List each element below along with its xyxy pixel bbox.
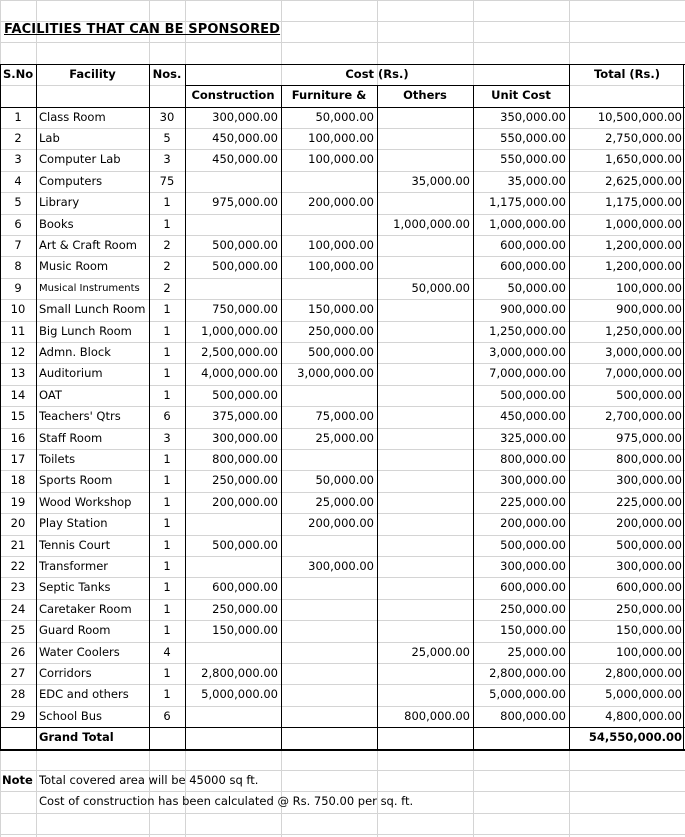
row-total: 975,000.00: [616, 430, 682, 445]
header-sno: S.No: [3, 66, 33, 81]
page-title: FACILITIES THAT CAN BE SPONSORED: [4, 22, 281, 37]
row-furniture: [284, 278, 374, 299]
row-construction: 375,000.00: [212, 409, 278, 424]
row-unit-cost: 800,000.00: [500, 708, 566, 723]
row-construction: 150,000.00: [212, 623, 278, 638]
row-facility: Wood Workshop: [39, 494, 132, 509]
row-unit-cost: 225,000.00: [500, 494, 566, 509]
row-sno: 16: [10, 430, 26, 445]
row-total: 1,200,000.00: [605, 259, 682, 274]
row-construction: [188, 214, 278, 235]
row-furniture: [284, 171, 374, 192]
row-total: 2,750,000.00: [605, 131, 682, 145]
row-total: 200,000.00: [616, 516, 682, 531]
row-sno: 8: [14, 259, 22, 274]
row-furniture: 25,000.00: [315, 430, 374, 445]
row-others: [380, 342, 470, 363]
row-facility: School Bus: [39, 708, 103, 723]
row-facility: Music Room: [39, 259, 109, 274]
row-sno: 17: [10, 452, 26, 466]
row-nos: 2: [163, 238, 171, 252]
row-facility: Septic Tanks: [39, 580, 111, 595]
row-sno: 9: [14, 280, 22, 295]
row-total: 2,700,000.00: [605, 409, 682, 424]
row-construction: 200,000.00: [212, 494, 278, 509]
row-total: 1,175,000.00: [605, 195, 682, 210]
row-facility: Water Coolers: [39, 644, 120, 659]
row-sno: 19: [10, 494, 26, 509]
row-others: [380, 663, 470, 684]
row-nos: 1: [163, 216, 171, 231]
row-unit-cost: 600,000.00: [500, 259, 566, 274]
row-facility: Musical Instruments: [39, 282, 140, 294]
row-sno: 25: [10, 623, 26, 638]
row-sno: 15: [10, 409, 26, 424]
row-others: [380, 107, 470, 128]
row-unit-cost: 600,000.00: [500, 580, 566, 595]
row-unit-cost: 500,000.00: [500, 387, 566, 402]
row-unit-cost: 600,000.00: [500, 238, 566, 252]
row-others: 50,000.00: [411, 280, 470, 295]
row-construction: 600,000.00: [212, 580, 278, 595]
row-others: [380, 299, 470, 320]
row-sno: 5: [14, 195, 22, 210]
row-others: [380, 620, 470, 641]
row-unit-cost: 1,000,000.00: [489, 216, 566, 231]
row-construction: 2,800,000.00: [201, 666, 278, 680]
row-unit-cost: 7,000,000.00: [489, 366, 566, 381]
row-construction: 500,000.00: [212, 238, 278, 252]
row-total: 225,000.00: [616, 494, 682, 509]
row-construction: [188, 706, 278, 727]
row-unit-cost: 1,250,000.00: [489, 323, 566, 338]
row-total: 1,200,000.00: [605, 238, 682, 252]
row-facility: Admn. Block: [39, 345, 111, 359]
row-facility: EDC and others: [39, 687, 129, 702]
row-nos: 1: [163, 623, 171, 638]
row-furniture: 300,000.00: [308, 559, 374, 573]
row-sno: 18: [10, 473, 26, 488]
row-total: 10,500,000.00: [597, 109, 682, 124]
row-construction: 250,000.00: [212, 473, 278, 488]
row-sno: 20: [10, 516, 26, 531]
row-facility: Teachers' Qtrs: [39, 409, 121, 424]
row-unit-cost: 550,000.00: [500, 131, 566, 145]
row-others: [380, 556, 470, 577]
row-nos: 1: [163, 601, 171, 616]
row-construction: 750,000.00: [212, 302, 278, 317]
row-nos: 1: [163, 387, 171, 402]
row-furniture: 150,000.00: [308, 302, 374, 317]
row-others: [380, 513, 470, 534]
row-furniture: 100,000.00: [308, 131, 374, 145]
row-others: [380, 492, 470, 513]
row-total: 250,000.00: [616, 601, 682, 616]
row-others: [380, 599, 470, 620]
row-total: 500,000.00: [616, 537, 682, 552]
row-sno: 3: [14, 152, 22, 167]
row-construction: 2,500,000.00: [201, 345, 278, 359]
row-sno: 27: [10, 666, 26, 680]
row-facility: Art & Craft Room: [39, 238, 137, 252]
row-unit-cost: 900,000.00: [500, 302, 566, 317]
row-sno: 4: [14, 173, 22, 188]
row-nos: 1: [163, 345, 171, 359]
header-others: Others: [403, 88, 447, 103]
row-nos: 1: [163, 366, 171, 381]
row-others: [380, 449, 470, 470]
row-sno: 23: [10, 580, 26, 595]
row-nos: 1: [163, 473, 171, 488]
row-nos: 3: [163, 430, 171, 445]
row-others: [380, 321, 470, 342]
row-facility: Play Station: [39, 516, 108, 531]
row-facility: Guard Room: [39, 623, 111, 638]
row-furniture: 500,000.00: [308, 345, 374, 359]
row-others: [380, 535, 470, 556]
note-line-2: Cost of construction has been calculated @ Rs. 750.00 per sq. ft.: [39, 794, 414, 809]
header-facility: Facility: [69, 66, 116, 81]
row-unit-cost: 200,000.00: [500, 516, 566, 531]
grand-total-label: Grand Total: [39, 730, 114, 745]
row-others: [380, 363, 470, 384]
row-others: [380, 128, 470, 149]
row-facility: Auditorium: [39, 366, 103, 381]
row-facility: Class Room: [39, 109, 106, 124]
row-unit-cost: 25,000.00: [507, 644, 566, 659]
header-nos: Nos.: [152, 66, 182, 81]
row-construction: 250,000.00: [212, 601, 278, 616]
row-others: 35,000.00: [411, 173, 470, 188]
header-construction: Construction: [191, 88, 275, 103]
row-sno: 29: [10, 708, 26, 723]
row-sno: 26: [10, 644, 26, 659]
row-total: 600,000.00: [616, 580, 682, 595]
row-facility: Toilets: [39, 452, 76, 466]
row-total: 1,000,000.00: [605, 216, 682, 231]
row-construction: 975,000.00: [212, 195, 278, 210]
row-sno: 10: [10, 302, 26, 317]
note-label: Note: [2, 773, 33, 787]
row-nos: 2: [163, 280, 171, 295]
row-construction: [188, 556, 278, 577]
row-total: 2,625,000.00: [605, 173, 682, 188]
row-facility: Books: [39, 216, 74, 231]
row-total: 100,000.00: [616, 644, 682, 659]
row-total: 4,800,000.00: [605, 708, 682, 723]
header-unit-cost: Unit Cost: [491, 88, 551, 103]
row-sno: 11: [10, 323, 26, 338]
row-unit-cost: 350,000.00: [500, 109, 566, 124]
row-others: 25,000.00: [411, 644, 470, 659]
row-unit-cost: 550,000.00: [500, 152, 566, 167]
row-facility: Sports Room: [39, 473, 113, 488]
row-facility: Computer Lab: [39, 152, 121, 167]
row-facility: Tennis Court: [39, 537, 111, 552]
row-nos: 1: [163, 323, 171, 338]
row-others: [380, 235, 470, 256]
row-sno: 21: [10, 537, 26, 552]
row-unit-cost: 800,000.00: [500, 452, 566, 466]
row-unit-cost: 50,000.00: [507, 280, 566, 295]
row-others: [380, 256, 470, 277]
row-unit-cost: 250,000.00: [500, 601, 566, 616]
row-others: [380, 385, 470, 406]
row-nos: 30: [159, 109, 175, 124]
row-construction: 500,000.00: [212, 259, 278, 274]
row-furniture: [284, 684, 374, 705]
row-furniture: 50,000.00: [315, 109, 374, 124]
row-total: 1,650,000.00: [605, 152, 682, 167]
row-furniture: [284, 599, 374, 620]
row-furniture: 25,000.00: [315, 494, 374, 509]
row-others: 1,000,000.00: [393, 216, 470, 231]
row-total: 7,000,000.00: [605, 366, 682, 381]
row-unit-cost: 300,000.00: [500, 559, 566, 573]
row-facility: Library: [39, 195, 80, 210]
row-construction: 300,000.00: [212, 430, 278, 445]
row-furniture: 200,000.00: [308, 516, 374, 531]
row-nos: 1: [163, 666, 171, 680]
row-total: 500,000.00: [616, 387, 682, 402]
row-sno: 12: [10, 345, 26, 359]
row-furniture: 100,000.00: [308, 259, 374, 274]
row-nos: 1: [163, 494, 171, 509]
row-unit-cost: 450,000.00: [500, 409, 566, 424]
header-cost: Cost (Rs.): [345, 66, 409, 81]
row-nos: 1: [163, 516, 171, 531]
row-total: 300,000.00: [616, 559, 682, 573]
row-nos: 4: [163, 644, 171, 659]
row-furniture: [284, 535, 374, 556]
row-total: 100,000.00: [616, 280, 682, 295]
row-others: [380, 406, 470, 427]
row-unit-cost: 2,800,000.00: [489, 666, 566, 680]
row-total: 800,000.00: [616, 452, 682, 466]
row-others: [380, 577, 470, 598]
row-nos: 1: [163, 195, 171, 210]
row-construction: 5,000,000.00: [201, 687, 278, 702]
row-total: 900,000.00: [616, 302, 682, 317]
row-furniture: 3,000,000.00: [297, 366, 374, 381]
row-facility: Corridors: [39, 666, 92, 680]
row-total: 1,250,000.00: [605, 323, 682, 338]
row-construction: 500,000.00: [212, 537, 278, 552]
row-furniture: [284, 385, 374, 406]
row-others: 800,000.00: [404, 708, 470, 723]
row-construction: 450,000.00: [212, 131, 278, 145]
row-facility: Caretaker Room: [39, 601, 132, 616]
row-nos: 1: [163, 537, 171, 552]
row-total: 150,000.00: [616, 623, 682, 638]
row-construction: 1,000,000.00: [201, 323, 278, 338]
row-construction: 800,000.00: [212, 452, 278, 466]
row-others: [380, 149, 470, 170]
row-nos: 1: [163, 580, 171, 595]
row-sno: 22: [10, 559, 26, 573]
row-sno: 14: [10, 387, 26, 402]
row-furniture: [284, 214, 374, 235]
row-sno: 7: [14, 238, 22, 252]
row-facility: Big Lunch Room: [39, 323, 132, 338]
row-sno: 13: [10, 366, 26, 381]
row-facility: OAT: [39, 387, 62, 402]
row-furniture: 100,000.00: [308, 238, 374, 252]
row-nos: 1: [163, 452, 171, 466]
row-total: 300,000.00: [616, 473, 682, 488]
row-nos: 6: [163, 409, 171, 424]
row-furniture: 50,000.00: [315, 473, 374, 488]
row-unit-cost: 150,000.00: [500, 623, 566, 638]
row-nos: 75: [159, 173, 175, 188]
row-unit-cost: 300,000.00: [500, 473, 566, 488]
row-sno: 1: [14, 109, 22, 124]
row-others: [380, 192, 470, 213]
row-construction: [188, 513, 278, 534]
row-nos: 2: [163, 259, 171, 274]
header-total: Total (Rs.): [593, 66, 660, 81]
row-unit-cost: 1,175,000.00: [489, 195, 566, 210]
row-sno: 6: [14, 216, 22, 231]
grand-total-value: 54,550,000.00: [588, 730, 682, 745]
row-construction: [188, 642, 278, 663]
row-nos: 1: [163, 687, 171, 702]
row-furniture: [284, 663, 374, 684]
row-facility: Transformer: [39, 559, 109, 573]
row-facility: Computers: [39, 173, 103, 188]
row-nos: 1: [163, 302, 171, 317]
header-furniture: Furniture &: [291, 88, 367, 103]
row-construction: 4,000,000.00: [201, 366, 278, 381]
row-furniture: [284, 706, 374, 727]
row-nos: 5: [163, 131, 171, 145]
row-sno: 2: [14, 131, 22, 145]
row-construction: 450,000.00: [212, 152, 278, 167]
row-unit-cost: 35,000.00: [507, 173, 566, 188]
row-nos: 1: [163, 559, 171, 573]
row-construction: 300,000.00: [212, 109, 278, 124]
row-furniture: [284, 577, 374, 598]
row-nos: 3: [163, 152, 171, 167]
row-furniture: [284, 449, 374, 470]
row-sno: 24: [10, 601, 26, 616]
row-others: [380, 684, 470, 705]
row-furniture: 200,000.00: [308, 195, 374, 210]
row-sno: 28: [10, 687, 26, 702]
row-facility: Staff Room: [39, 430, 103, 445]
row-furniture: 100,000.00: [308, 152, 374, 167]
row-nos: 6: [163, 708, 171, 723]
row-total: 2,800,000.00: [605, 666, 682, 680]
row-others: [380, 470, 470, 491]
row-unit-cost: 325,000.00: [500, 430, 566, 445]
row-total: 3,000,000.00: [605, 345, 682, 359]
row-unit-cost: 3,000,000.00: [489, 345, 566, 359]
row-total: 5,000,000.00: [605, 687, 682, 702]
note-line-1: Total covered area will be 45000 sq ft.: [39, 773, 259, 787]
row-others: [380, 428, 470, 449]
row-unit-cost: 5,000,000.00: [489, 687, 566, 702]
row-furniture: 75,000.00: [315, 409, 374, 424]
row-construction: 500,000.00: [212, 387, 278, 402]
row-facility: Small Lunch Room: [39, 302, 146, 317]
row-furniture: 250,000.00: [308, 323, 374, 338]
row-furniture: [284, 620, 374, 641]
row-construction: [188, 278, 278, 299]
row-construction: [188, 171, 278, 192]
row-unit-cost: 500,000.00: [500, 537, 566, 552]
row-furniture: [284, 642, 374, 663]
row-facility: Lab: [39, 131, 60, 145]
